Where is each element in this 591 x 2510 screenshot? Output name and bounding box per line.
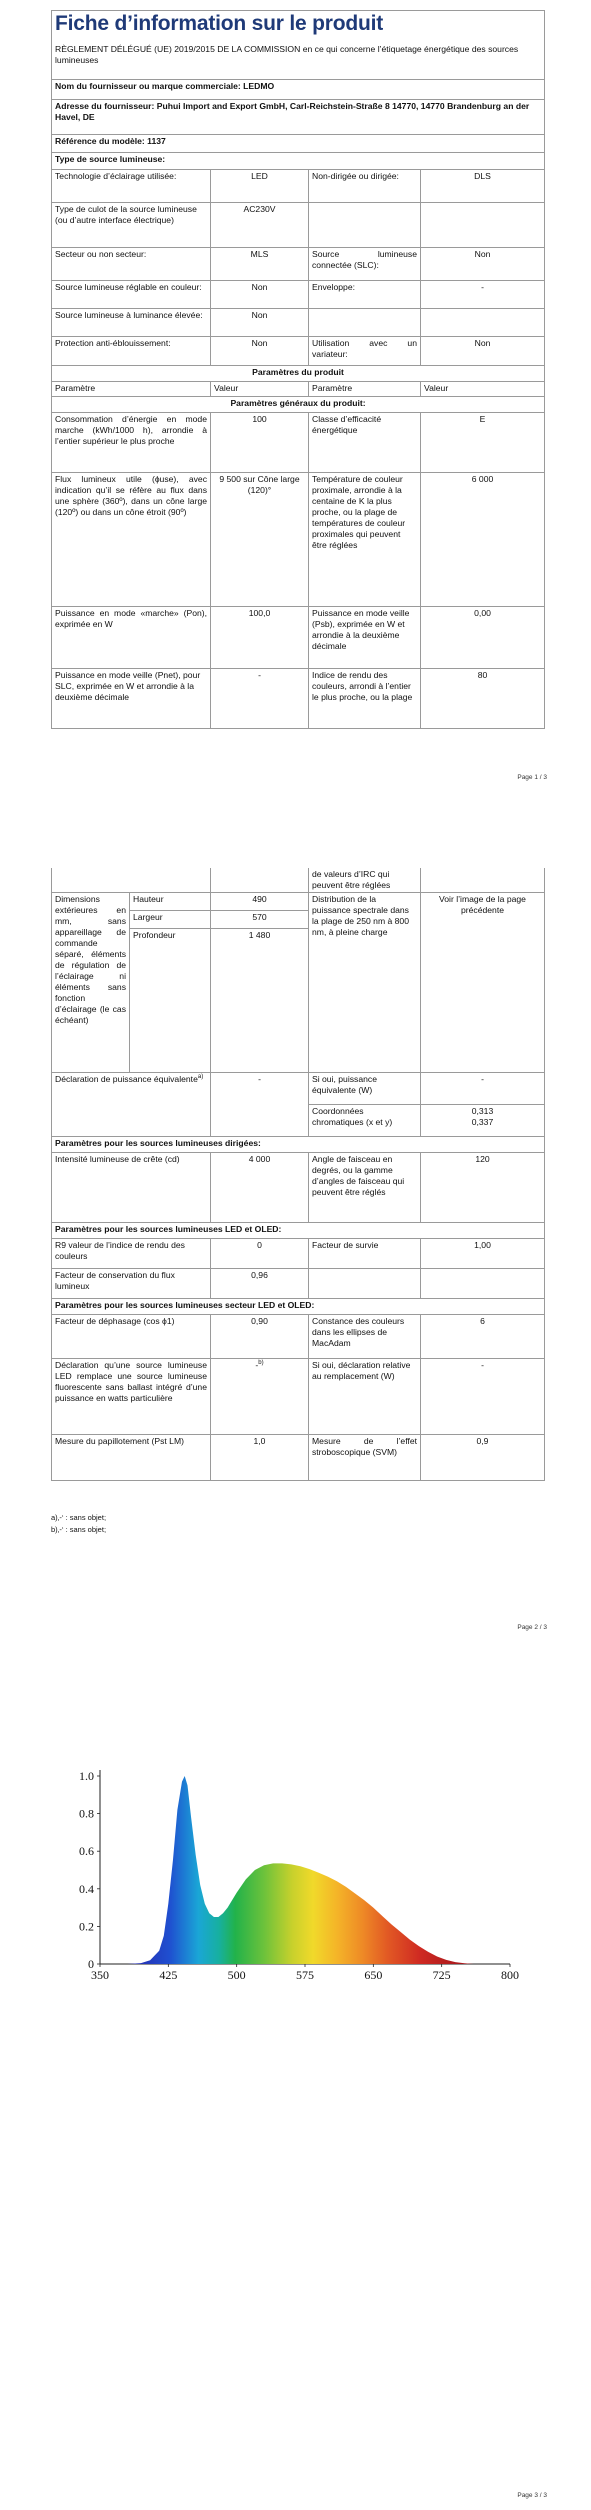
col-param-1: Paramètre xyxy=(52,382,211,397)
equivalent-power-label: Déclaration de puissance équivalente xyxy=(55,1074,198,1084)
stroboscopic-label: Mesure de l’effet stroboscopique (SVM) xyxy=(309,1435,421,1481)
col-value-1: Valeur xyxy=(211,382,309,397)
product-params-heading: Paramètres du produit xyxy=(52,366,545,382)
on-mode-power-label: Puissance en mode «marche» (Pon), exprimée en W xyxy=(52,607,211,669)
led-params-heading: Paramètres pour les sources lumineuses LED et OLED: xyxy=(52,1223,545,1239)
socket-value: AC230V xyxy=(211,203,309,248)
page-number-1: Page 1 / 3 xyxy=(517,774,547,781)
replacement-note: b) xyxy=(258,1360,264,1367)
survival-factor-label: Facteur de survie xyxy=(309,1239,421,1269)
supplier-name: Nom du fournisseur ou marque commerciale: LEDMO xyxy=(52,80,545,100)
connected-label: Source lumineuse connectée (SLC): xyxy=(309,248,421,281)
col-value-2: Valeur xyxy=(421,382,545,397)
dimmer-value: Non xyxy=(421,337,545,366)
tech-value: LED xyxy=(211,170,309,203)
regulation-text: RÈGLEMENT DÉLÉGUÉ (UE) 2019/2015 DE LA COMMISSION en ce qui concerne l’étiquetage énergétique des sources lumineuses xyxy=(52,43,545,80)
height-value: 490 xyxy=(211,893,309,911)
r9-label: R9 valeur de l’indice de rendu des couleurs xyxy=(52,1239,211,1269)
flicker-label: Mesure du papillotement (Pst LM) xyxy=(52,1435,211,1481)
x-tick-label: 575 xyxy=(296,1968,314,1982)
page-3 xyxy=(0,1640,591,2510)
y-tick-label: 0.4 xyxy=(79,1881,94,1896)
directional-value: DLS xyxy=(421,170,545,203)
y-tick-label: 0.2 xyxy=(79,1919,94,1934)
mains-label: Secteur ou non secteur: xyxy=(52,248,211,281)
replacement-label: Déclaration qu’une source lumineuse LED remplace une source lumineuse fluorescente sans ballast intégré d’une puissance en watts particulière xyxy=(52,1359,211,1435)
footnote-b: b)‚-‘ : sans objet; xyxy=(51,1525,107,1534)
beam-angle-value: 120 xyxy=(421,1153,545,1223)
envelope-value: - xyxy=(421,281,545,309)
footnotes xyxy=(51,1512,106,1536)
equivalent-power-value: - xyxy=(211,1073,309,1137)
on-mode-power-value: 100,0 xyxy=(211,607,309,669)
standby-power-value: 0,00 xyxy=(421,607,545,669)
x-tick-label: 725 xyxy=(432,1968,451,1982)
equivalent-power-note: a) xyxy=(197,1074,204,1081)
envelope-label: Enveloppe: xyxy=(309,281,421,309)
replacement-watts-label: Si oui, déclaration relative au remplacement (W) xyxy=(309,1359,421,1435)
x-tick-label: 425 xyxy=(159,1968,178,1982)
y-tick-label: 1.0 xyxy=(79,1769,94,1783)
network-standby-label: Puissance en mode veille (Pnet), pour SLC, exprimée en W et arrondie à la deuxième décimale xyxy=(52,669,211,729)
macadam-value: 6 xyxy=(421,1315,545,1359)
mains-value: MLS xyxy=(211,248,309,281)
stroboscopic-value: 0,9 xyxy=(421,1435,545,1481)
flux-maintenance-label: Facteur de conservation du flux lumineux xyxy=(52,1269,211,1299)
connected-value: Non xyxy=(421,248,545,281)
page-2 xyxy=(0,800,591,1640)
anti-glare-label: Protection anti-éblouissement: xyxy=(52,337,211,366)
socket-label: Type de culot de la source lumineuse (ou d’autre interface électrique) xyxy=(52,203,211,248)
source-type-heading: Type de source lumineuse: xyxy=(52,153,545,170)
mains-led-params-heading: Paramètres pour les sources lumineuses secteur LED et OLED: xyxy=(52,1299,545,1315)
equivalent-watts-value: - xyxy=(421,1073,545,1105)
chromaticity-label: Coordonnées chromatiques (x et y) xyxy=(309,1105,421,1137)
chromaticity-y: 0,337 xyxy=(471,1117,494,1127)
dimensions-label: Dimensions extérieures en mm, sans appareillage de commande séparé, éléments de régulation de l’éclairage ni éléments sans fonction d’éclairage (le cas échéant) xyxy=(52,893,130,1073)
spectral-distribution-label: Distribution de la puissance spectrale dans la plage de 250 nm à 800 nm, à pleine charge xyxy=(309,893,421,1073)
general-params-heading: Paramètres généraux du produit: xyxy=(52,397,545,413)
survival-factor-value: 1,00 xyxy=(421,1239,545,1269)
network-standby-value: - xyxy=(211,669,309,729)
peak-intensity-value: 4 000 xyxy=(211,1153,309,1223)
page-number-3: Page 3 / 3 xyxy=(517,2492,547,2499)
depth-value: 1 480 xyxy=(211,929,309,1073)
y-tick-label: 0.6 xyxy=(79,1844,94,1859)
directional-label: Non-dirigée ou dirigée: xyxy=(309,170,421,203)
peak-intensity-label: Intensité lumineuse de crête (cd) xyxy=(52,1153,211,1223)
colour-tunable-label: Source lumineuse réglable en couleur: xyxy=(52,281,211,309)
footnote-a: a)‚-‘ : sans objet; xyxy=(51,1513,107,1522)
y-tick-label: 0.8 xyxy=(79,1806,94,1821)
spectrum-area xyxy=(127,1776,473,1964)
dimmer-label: Utilisation avec un variateur: xyxy=(309,337,421,366)
cri-value: 80 xyxy=(421,669,545,729)
macadam-label: Constance des couleurs dans les ellipses de MacAdam xyxy=(309,1315,421,1359)
width-label: Largeur xyxy=(130,911,211,929)
anti-glare-value: Non xyxy=(211,337,309,366)
depth-label: Profondeur xyxy=(130,929,211,1073)
high-luminance-label: Source lumineuse à luminance élevée: xyxy=(52,309,211,337)
page-1 xyxy=(0,0,591,800)
cct-value: 6 000 xyxy=(421,473,545,607)
spectral-distribution-value: Voir l’image de la page précédente xyxy=(421,893,545,1073)
luminous-flux-value: 9 500 sur Cône large (120)° xyxy=(211,473,309,607)
high-luminance-value: Non xyxy=(211,309,309,337)
colour-tunable-value: Non xyxy=(211,281,309,309)
power-factor-value: 0,90 xyxy=(211,1315,309,1359)
cri-label: Indice de rendu des couleurs, arrondi à l’entier le plus proche, ou la plage xyxy=(309,669,421,729)
height-label: Hauteur xyxy=(130,893,211,911)
efficiency-class-label: Classe d’efficacité énergétique xyxy=(309,413,421,473)
chromaticity-x: 0,313 xyxy=(471,1106,494,1116)
supplier-address: Adresse du fournisseur: Puhui Import and Export GmbH, Carl-Reichstein-Straße 8 14770, 14770 Brandenburg an der Havel, DE xyxy=(52,100,545,135)
model-reference: Référence du modèle: 1137 xyxy=(52,135,545,153)
power-factor-label: Facteur de déphasage (cos ϕ1) xyxy=(52,1315,211,1359)
luminous-flux-label: Flux lumineux utile (ɸuse), avec indication qu’il se réfère au flux dans une sphère (360º), dans un cône large (120º) ou dans un cône étroit (90º) xyxy=(52,473,211,607)
y-tick-label: 0 xyxy=(88,1957,94,1971)
col-param-2: Paramètre xyxy=(309,382,421,397)
page-number-2: Page 2 / 3 xyxy=(517,1624,547,1631)
x-tick-label: 650 xyxy=(364,1968,383,1982)
spectral-distribution-chart xyxy=(54,1760,524,1990)
page-title: Fiche d’information sur le produit xyxy=(55,12,384,35)
width-value: 570 xyxy=(211,911,309,929)
flicker-value: 1,0 xyxy=(211,1435,309,1481)
replacement-value: - xyxy=(255,1360,259,1370)
energy-consumption-label: Consommation d’énergie en mode marche (kWh/1000 h), arrondie à l’entier supérieur le plus proche xyxy=(52,413,211,473)
energy-consumption-value: 100 xyxy=(211,413,309,473)
cri-continued: de valeurs d’IRC qui peuvent être réglées xyxy=(309,868,421,893)
standby-power-label: Puissance en mode veille (Psb), exprimée en W et arrondie à la deuxième décimale xyxy=(309,607,421,669)
efficiency-class-value: E xyxy=(421,413,545,473)
flux-maintenance-value: 0,96 xyxy=(211,1269,309,1299)
equivalent-watts-label: Si oui, puissance équivalente (W) xyxy=(309,1073,421,1105)
cct-label: Température de couleur proximale, arrondie à la centaine de K la plus proche, ou la plage de températures de couleur proximales qui peuvent être réglées xyxy=(309,473,421,607)
tech-label: Technologie d’éclairage utilisée: xyxy=(52,170,211,203)
product-info-table-p2 xyxy=(51,868,545,1481)
beam-angle-label: Angle de faisceau en degrés, ou la gamme d’angles de faisceau qui peuvent être réglés xyxy=(309,1153,421,1223)
x-tick-label: 800 xyxy=(501,1968,519,1982)
x-tick-label: 350 xyxy=(91,1968,109,1982)
replacement-watts-value: - xyxy=(421,1359,545,1435)
r9-value: 0 xyxy=(211,1239,309,1269)
directional-params-heading: Paramètres pour les sources lumineuses dirigées: xyxy=(52,1137,545,1153)
product-info-table-p1 xyxy=(51,10,545,729)
x-tick-label: 500 xyxy=(227,1968,246,1982)
